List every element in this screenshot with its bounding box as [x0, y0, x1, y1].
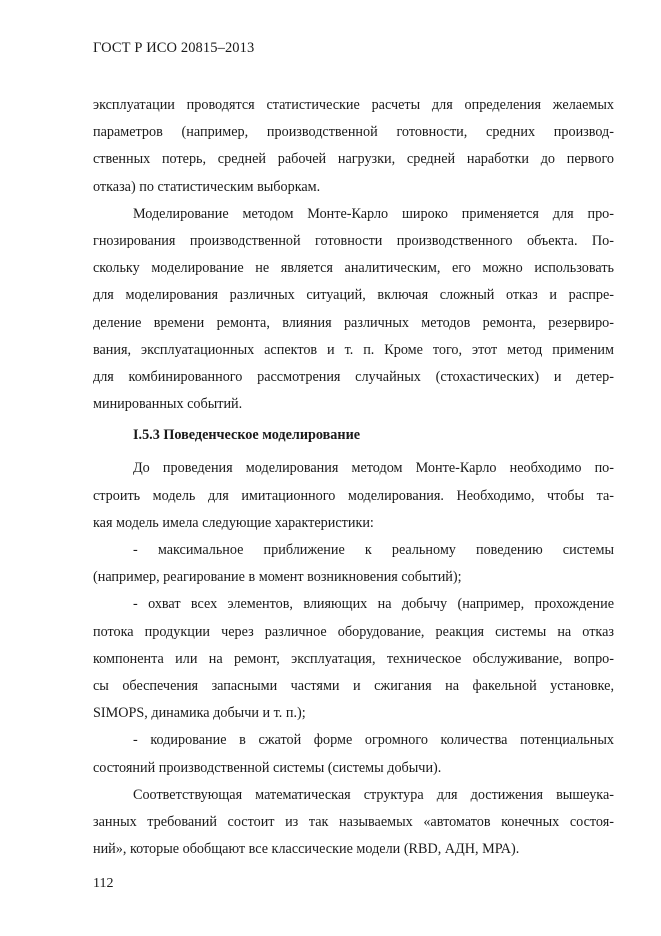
paragraph-4	[93, 782, 614, 864]
text-line: гнозирования производственной готовности производственного объекта. По-	[93, 232, 614, 249]
text-line: занных требований состоит из так называемых «автоматов конечных состоя-	[93, 813, 614, 830]
text-line: деление времени ремонта, влияния различных методов ремонта, резервиро-	[93, 314, 614, 331]
text-line: Соответствующая математическая структура для достижения вышеука-	[133, 786, 614, 803]
text-line: ний», которые обобщают все классические модели (RBD, АДН, МРА).	[93, 841, 520, 858]
text-line: ственных потерь, средней рабочей нагрузки, средней наработки до первого	[93, 151, 614, 168]
text-line: сы обеспечения запасными частями и сжигания на факельной установке,	[93, 677, 614, 694]
list-item	[93, 591, 614, 727]
text-line: строить модель для имитационного моделирования. Необходимо, чтобы та-	[93, 487, 614, 504]
text-line: скольку моделирование не является аналитическим, его можно использовать	[93, 260, 614, 277]
document-header: ГОСТ Р ИСО 20815–2013	[93, 40, 255, 56]
body-text	[93, 92, 614, 863]
paragraph-3	[93, 455, 614, 537]
text-line: параметров (например, производственной готовности, средних производ-	[93, 124, 614, 141]
list-item	[93, 727, 614, 781]
text-line: потока продукции через различное оборудование, реакция системы на отказ	[93, 623, 614, 640]
paragraph-1	[93, 92, 614, 201]
text-line: вания, эксплуатационных аспектов и т. п. Кроме того, этот метод применим	[93, 341, 614, 358]
text-line: для моделирования различных ситуаций, включая сложный отказ и распре-	[93, 287, 614, 304]
text-line: компонента или на ремонт, эксплуатация, техническое обслуживание, вопро-	[93, 650, 614, 667]
text-line: - кодирование в сжатой форме огромного количества потенциальных	[133, 732, 614, 749]
text-line: SIMOPS, динамика добычи и т. п.);	[93, 705, 306, 722]
text-line: отказа) по статистическим выборкам.	[93, 178, 321, 195]
text-line: состояний производственной системы (системы добычи).	[93, 759, 442, 776]
paragraph-2	[93, 201, 614, 419]
text-line: кая модель имела следующие характеристики:	[93, 514, 374, 531]
text-line: для комбинированного рассмотрения случайных (стохастических) и детер-	[93, 368, 614, 385]
text-line: - максимальное приближение к реальному поведению системы	[133, 542, 614, 558]
text-line: минированных событий.	[93, 396, 243, 413]
text-line: эксплуатации проводятся статистические расчеты для определения желаемых	[93, 97, 614, 113]
page-number: 112	[93, 876, 114, 891]
section-heading: I.5.3 Поведенческое моделирование	[133, 427, 361, 444]
text-line: (например, реагирование в момент возникновения событий);	[93, 569, 462, 586]
text-line: До проведения моделирования методом Монте-Карло необходимо по-	[133, 460, 614, 477]
list-item	[93, 537, 614, 591]
text-line: Моделирование методом Монте-Карло широко применяется для про-	[133, 205, 614, 222]
text-line: - охват всех элементов, влияющих на добычу (например, прохождение	[133, 596, 614, 613]
